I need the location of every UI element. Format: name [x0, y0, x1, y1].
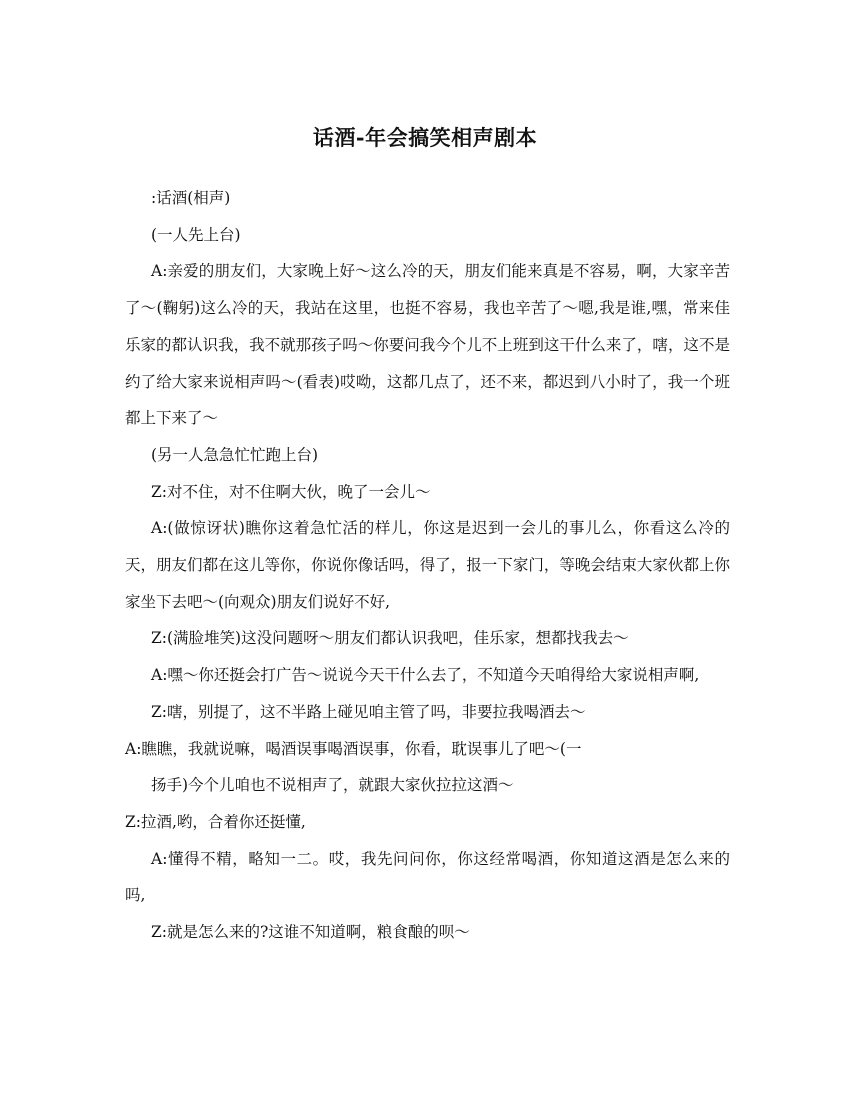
paragraph: (另一人急急忙忙跑上台) [151, 445, 319, 464]
paragraph: A:亲爱的朋友们，大家晚上好～这么冷的天，朋友们能来真是不容易，啊，大家辛苦了～(鞠躬)这么冷的天，我站在这里，也挺不容易，我也辛苦了～嗯,我是谁,嘿，常来佳乐家的都认识我，我不就那孩子吗～你要问我今个儿不上班到这干什么来了，嗐，这不是约了给大家来说相声吗～(看表)哎呦，这都几点了，还不来，都迟到八小时了，我一个班都上下来了～ [125, 262, 730, 428]
paragraph: A:嘿～你还挺会打广告～说说今天干什么去了，不知道今天咱得给大家说相声啊, [151, 666, 700, 685]
paragraph: :话酒(相声) [151, 189, 231, 207]
paragraph: A:瞧瞧，我就说嘛，喝酒误事喝酒误事，你看，耽误事儿了吧～(一 [125, 739, 582, 758]
document-body [125, 180, 730, 951]
paragraph: Z:拉酒,哟，合着你还挺懂, [125, 812, 306, 831]
paragraph: A:(做惊讶状)瞧你这着急忙活的样儿，你这是迟到一会儿的事儿么，你看这么冷的天，朋友们都在这儿等你，你说你像话吗，得了，报一下家门，等晚会结束大家伙都上你家坐下去吧～(向观众)朋友们说好不好, [125, 519, 730, 611]
paragraph: (一人先上台) [151, 225, 241, 244]
paragraph: Z:(满脸堆笑)这没问题呀～朋友们都认识我吧，佳乐家，想都找我去～ [151, 629, 629, 648]
paragraph: Z:嗐，别提了，这不半路上碰见咱主管了吗，非要拉我喝酒去～ [151, 702, 586, 721]
paragraph: Z:对不住，对不住啊大伙，晚了一会儿～ [151, 482, 431, 501]
paragraph: A:懂得不精，略知一二。哎，我先问问你，你这经常喝酒，你知道这酒是怎么来的吗, [125, 849, 730, 905]
paragraph: Z:就是怎么来的?这谁不知道啊，粮食酿的呗～ [151, 923, 470, 942]
document-title: 话酒-年会搞笑相声剧本 [312, 125, 538, 150]
paragraph: 扬手)今个儿咱也不说相声了，就跟大家伙拉拉这酒～ [151, 776, 514, 795]
